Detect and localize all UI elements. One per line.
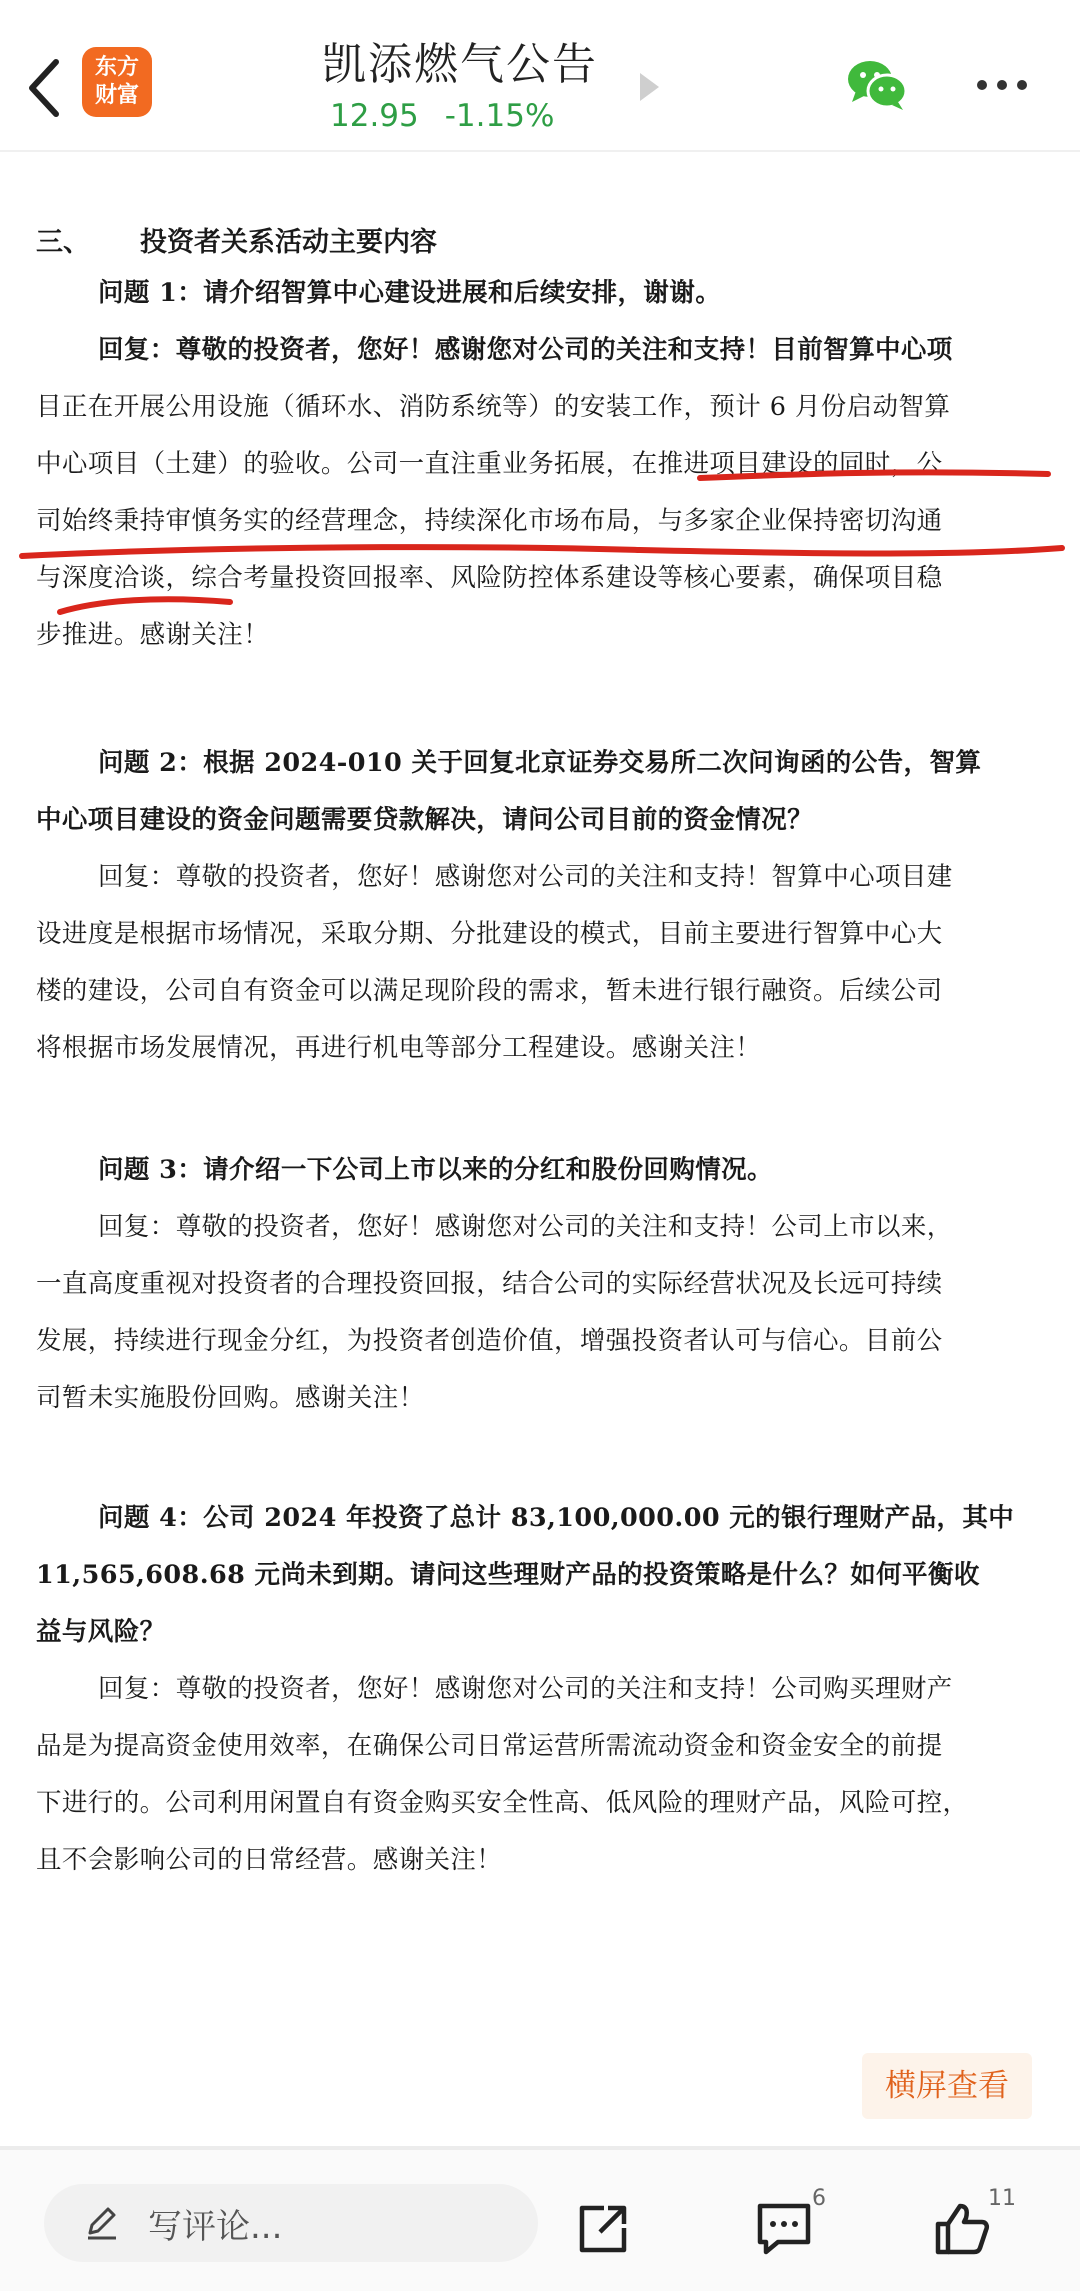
question-2: 中心项目建设的资金问题需要贷款解决，请问公司目前的资金情况？ <box>36 805 814 835</box>
answer-1-line: 回复：尊敬的投资者，您好！感谢您对公司的关注和支持！目前智算中心项 <box>98 335 953 365</box>
question-4: 11,565,608.68 元尚未到期。请问这些理财产品的投资策略是什么？如何平衡收 <box>36 1560 980 1590</box>
question-4: 益与风险？ <box>36 1617 166 1647</box>
comment-placeholder: 写评论... <box>148 2206 283 2247</box>
answer-4-line: 品是为提高资金使用效率，在确保公司日常运营所需流动资金和资金安全的前提 <box>36 1731 943 1761</box>
answer-2-line: 楼的建设，公司自有资金可以满足现阶段的需求，暂未进行银行融资。后续公司 <box>36 976 943 1006</box>
section-title: 投资者关系活动主要内容 <box>140 227 437 258</box>
section-number: 三、 <box>36 227 90 258</box>
answer-3-line: 发展，持续进行现金分红，为投资者创造价值，增强投资者认可与信心。目前公 <box>36 1326 943 1356</box>
stock-change: -1.15% <box>444 98 555 134</box>
comment-input[interactable] <box>44 2184 538 2262</box>
bottom-action-bar <box>0 2150 1080 2291</box>
answer-1-line: 目正在开展公用设施（循环水、消防系统等）的安装工作，预计 6 月份启动智算 <box>36 392 951 422</box>
answer-2-line: 回复：尊敬的投资者，您好！感谢您对公司的关注和支持！智算中心项目建 <box>98 862 953 892</box>
like-thumb-icon[interactable] <box>932 2200 992 2258</box>
next-announcement-icon[interactable] <box>636 70 662 104</box>
answer-1-line: 步推进。感谢关注！ <box>36 620 270 650</box>
answer-4-line: 回复：尊敬的投资者，您好！感谢您对公司的关注和支持！公司购买理财产 <box>98 1674 953 1704</box>
like-count: 11 <box>988 2186 1016 2211</box>
share-icon[interactable] <box>574 2200 634 2258</box>
answer-4-line: 且不会影响公司的日常经营。感谢关注！ <box>36 1845 503 1875</box>
pen-icon <box>84 2205 120 2241</box>
question-3: 问题 3：请介绍一下公司上市以来的分红和股份回购情况。 <box>98 1155 773 1185</box>
answer-3-line: 一直高度重视对投资者的合理投资回报，结合公司的实际经营状况及长远可持续 <box>36 1269 943 1299</box>
answer-2-line: 设进度是根据市场情况，采取分期、分批建设的模式，目前主要进行智算中心大 <box>36 919 943 949</box>
landscape-view-button[interactable]: 横屏查看 <box>862 2053 1032 2119</box>
app-logo <box>82 47 152 117</box>
answer-1-line: 司始终秉持审慎务实的经营理念，持续深化市场布局，与多家企业保持密切沟通 <box>36 506 943 536</box>
stock-quote <box>330 98 610 134</box>
logo-text-line1: 东方 <box>94 55 139 80</box>
answer-2-line: 将根据市场发展情况，再进行机电等部分工程建设。感谢关注！ <box>36 1033 762 1063</box>
answer-3-line: 司暂未实施股份回购。感谢关注！ <box>36 1383 425 1413</box>
logo-text-line2: 财富 <box>94 83 139 108</box>
question-1: 问题 1：请介绍智算中心建设进展和后续安排，谢谢。 <box>98 278 722 308</box>
comment-count: 6 <box>812 2186 826 2211</box>
comment-icon[interactable] <box>754 2200 814 2258</box>
wechat-share-icon[interactable] <box>846 58 908 112</box>
page-title: 凯添燃气公告 <box>322 39 598 90</box>
stock-price: 12.95 <box>330 98 419 134</box>
answer-4-line: 下进行的。公司利用闲置自有资金购买安全性高、低风险的理财产品，风险可控， <box>36 1788 969 1818</box>
answer-3-line: 回复：尊敬的投资者，您好！感谢您对公司的关注和支持！公司上市以来， <box>98 1212 953 1242</box>
section-heading <box>36 220 437 259</box>
app-header <box>0 0 1080 150</box>
answer-1-line: 中心项目（土建）的验收。公司一直注重业务拓展，在推进项目建设的同时，公 <box>36 449 943 479</box>
back-arrow-icon[interactable] <box>18 48 78 128</box>
answer-1-line: 与深度洽谈，综合考量投资回报率、风险防控体系建设等核心要素，确保项目稳 <box>36 563 943 593</box>
header-divider <box>0 150 1080 152</box>
question-4: 问题 4：公司 2024 年投资了总计 83,100,000.00 元的银行理财产品，其中 <box>98 1503 1015 1533</box>
question-2: 问题 2：根据 2024-010 关于回复北京证券交易所二次问询函的公告，智算 <box>98 748 982 778</box>
more-options-icon[interactable] <box>972 70 1032 100</box>
